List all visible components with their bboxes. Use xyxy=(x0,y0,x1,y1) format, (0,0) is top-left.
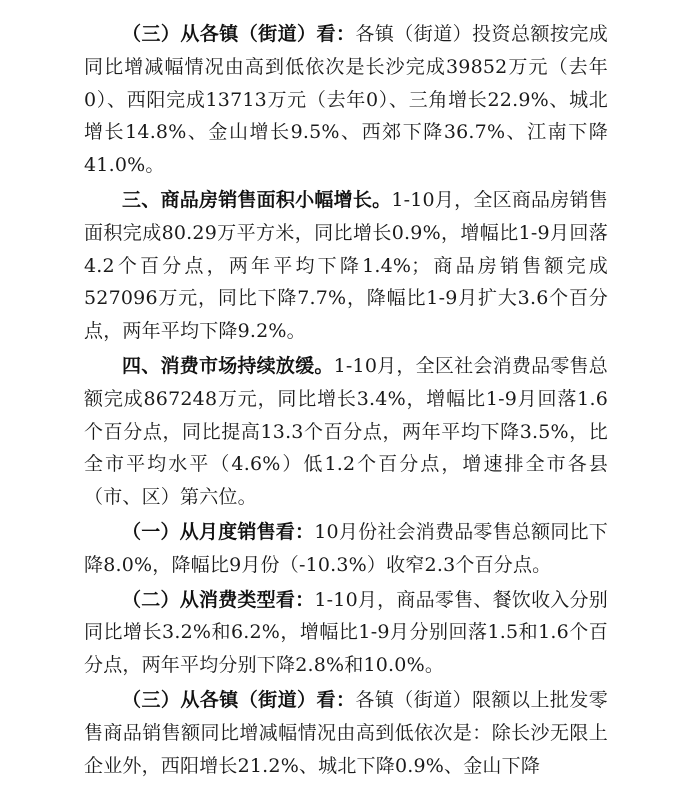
paragraph-housing-sales xyxy=(84,184,608,348)
paragraph-consumption-type xyxy=(84,584,608,682)
section-heading: （一）从月度销售看： xyxy=(122,520,315,543)
paragraph-body: 1-10月，全区社会消费品零售总额完成867248万元，同比增长3.4%，增幅比1-9月回落1.6个百分点，同比提高13.3个百分点，两年平均下降3.5%，比全市平均水平（4.6%）低1.2个百分点，增速排全市各县（市、区）第六位。 xyxy=(84,354,608,509)
paragraph-body: 1-10月，全区商品房销售面积完成80.29万平方米，同比增长0.9%，增幅比1-9月回落4.2个百分点，两年平均下降1.4%；商品房销售额完成527096万元，同比下降7.7%，降幅比1-9月扩大3.6个百分点，两年平均下降9.2%。 xyxy=(84,188,608,343)
paragraph-body: 10月份社会消费品零售总额同比下降8.0%，降幅比9月份（-10.3%）收窄2.3个百分点。 xyxy=(84,520,608,576)
paragraph-body: 1-10月，商品零售、餐饮收入分别同比增长3.2%和6.2%，增幅比1-9月分别回落1.5和1.6个百分点，两年平均分别下降2.8%和10.0%。 xyxy=(84,588,608,677)
paragraph-body: 各镇（街道）投资总额按完成同比增减幅情况由高到低依次是长沙完成39852万元（去年0）、西阳完成13713万元（去年0）、三角增长22.9%、城北增长14.8%、金山增长9.5%、西郊下降36.7%、江南下降41.0%。 xyxy=(84,23,608,177)
section-heading: （三）从各镇（街道）看： xyxy=(122,688,356,711)
section-heading: 三、商品房销售面积小幅增长。 xyxy=(122,188,392,211)
paragraph-town-retail xyxy=(84,684,608,782)
section-heading: （二）从消费类型看： xyxy=(122,588,315,611)
paragraph-town-investment xyxy=(84,18,608,182)
paragraph-body: 各镇（街道）限额以上批发零售商品销售额同比增减幅情况由高到低依次是：除长沙无限上企业外，西阳增长21.2%、城北下降0.9%、金山下降 xyxy=(84,688,608,777)
paragraph-consumer-market xyxy=(84,350,608,514)
section-heading: 四、消费市场持续放缓。 xyxy=(122,354,334,377)
document-page xyxy=(84,18,608,784)
section-heading: （三）从各镇（街道）看： xyxy=(122,23,356,45)
paragraph-monthly-sales xyxy=(84,516,608,582)
